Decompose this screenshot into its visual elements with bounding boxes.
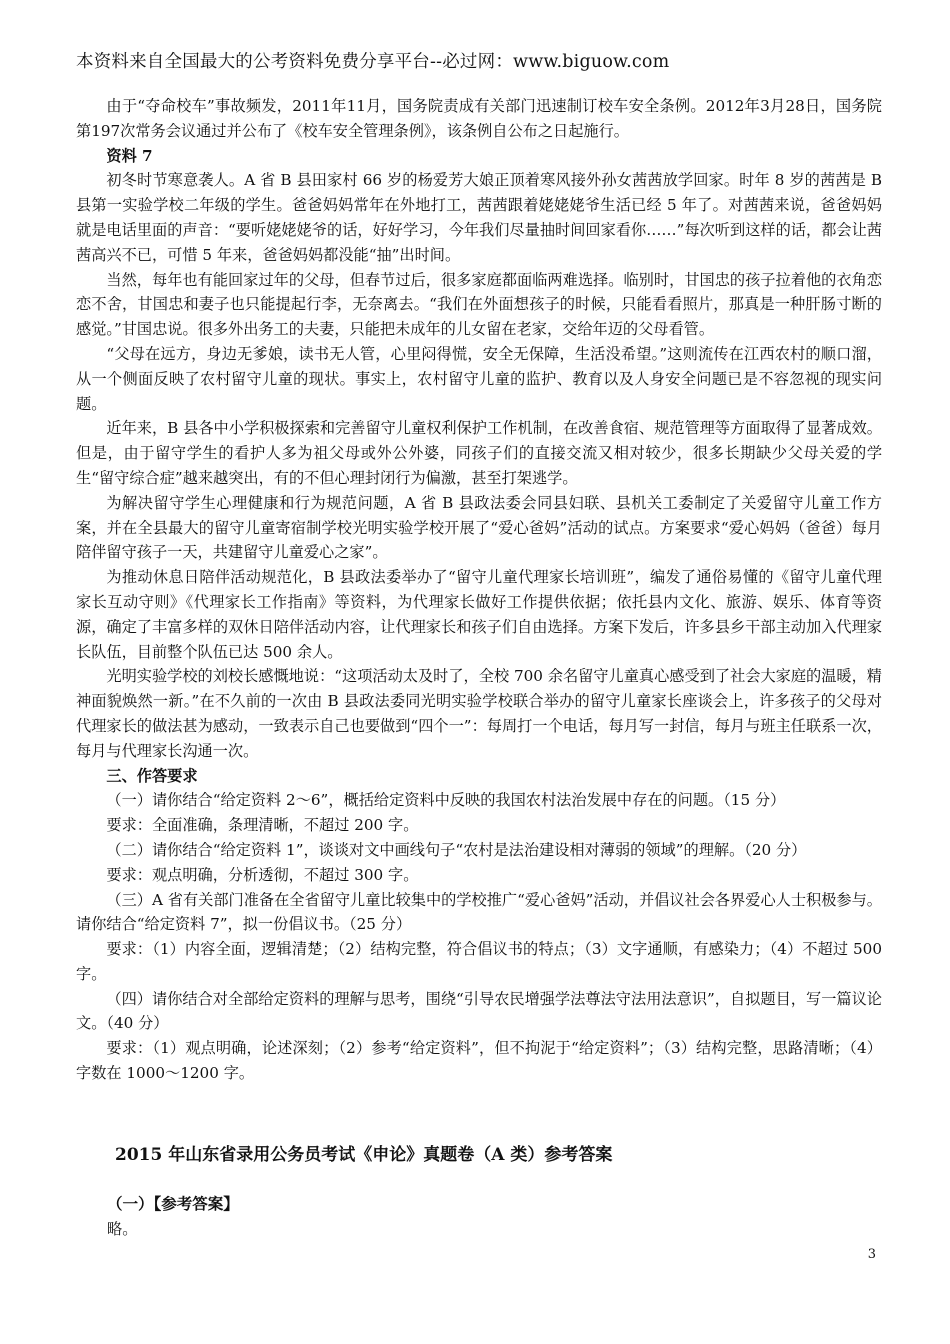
- paragraph-intro: 由于“夺命校车”事故频发，2011年11月，国务院责成有关部门迅速制订校车安全条例。2012年3月28日，国务院第197次常务会议通过并公布了《校车安全管理条例》，该条例自公布之日起施行。: [76, 97, 882, 140]
- paragraph: “父母在远方，身边无爹娘，读书无人管，心里闷得慌，安全无保障，生活没希望。”这则流传在江西农村的顺口溜，从一个侧面反映了农村留守儿童的现状。事实上，农村留守儿童的监护、教育以及人身安全问题已是不容忽视的现实问题。: [76, 344, 882, 413]
- answer-content: 略。: [107, 1220, 138, 1238]
- answer-title: 2015 年山东省录用公务员考试《申论》真题卷（A 类）参考答案: [115, 1145, 613, 1165]
- answer-subtitle: （一）【参考答案】: [107, 1194, 239, 1213]
- question-3: （三）A 省有关部门准备在全省留守儿童比较集中的学校推广“爱心爸妈”活动，并倡议社会各界爱心人士积极参与。请你结合“给定资料 7”，拟一份倡议书。（25 分）: [76, 890, 882, 934]
- question-2-requirement: 要求：观点明确，分析透彻，不超过 300 字。: [106, 865, 419, 884]
- question-3-requirement: 要求：（1）内容全面，逻辑清楚；（2）结构完整，符合倡议书的特点；（3）文字通顺，有感染力；（4）不超过 500 字。: [76, 940, 882, 983]
- question-1-requirement: 要求：全面准确，条理清晰，不超过 200 字。: [106, 816, 419, 835]
- paragraph: 光明实验学校的刘校长感慨地说：“这项活动太及时了，全校 700 余名留守儿童真心感受到了社会大家庭的温暖，精神面貌焕然一新。”在不久前的一次由 B 县政法委同光明实验学校联合举办的留守儿童家长座谈会上，许多孩子的父母对代理家长的做法甚为感动，一致表示自己也要做到“四个一”：每周打一个电话，每月写一封信，每月与班主任联系一次，每月与代理家长沟通一次。: [76, 667, 882, 760]
- paragraph: 为推动休息日陪伴活动规范化，B 县政法委举办了“留守儿童代理家长培训班”，编发了通俗易懂的《留守儿童代理家长互动守则》《代理家长工作指南》等资料，为代理家长做好工作提供依据；依托县内文化、旅游、娱乐、体育等资源，确定了丰富多样的双休日陪伴活动内容，让代理家长和孩子们自由选择。方案下发后，许多县乡干部主动加入代理家长队伍，目前整个队伍已达 500 余人。: [76, 568, 882, 661]
- section-title: 三、作答要求: [106, 766, 198, 785]
- source-header: 本资料来自全国最大的公考资料免费分享平台--必过网：www.biguow.com: [76, 52, 670, 72]
- paragraph: 初冬时节寒意袭人。A 省 B 县田家村 66 岁的杨爱芳大娘正顶着寒风接外孙女茜茜放学回家。时年 8 岁的茜茜是 B 县第一实验学校二年级的学生。爸爸妈妈常年在外地打工，茜茜跟着姥姥姥爷生活已经 5 年了。对茜茜来说，爸爸妈妈就是电话里面的声音：“要听姥姥姥爷的话，好好学习，今年我们尽量抽时间回家看你……”每次听到这样的话，都会让茜茜高兴不已，可惜 5 年来，爸爸妈妈都没能“抽”出时间。: [76, 171, 882, 264]
- paragraph: 当然，每年也有能回家过年的父母，但春节过后，很多家庭都面临两难选择。临别时，甘国忠的孩子拉着他的衣角恋恋不舍，甘国忠和妻子也只能提起行李，无奈离去。“我们在外面想孩子的时候，只能看看照片，那真是一种肝肠寸断的感觉。”甘国忠说。很多外出务工的夫妻，只能把未成年的儿女留在老家，交给年迈的父母看管。: [76, 270, 882, 339]
- paragraph: 为解决留守学生心理健康和行为规范问题，A 省 B 县政法委会同县妇联、县机关工委制定了关爱留守儿童工作方案，并在全县最大的留守儿童寄宿制学校光明实验学校开展了“爱心爸妈”活动的试点。方案要求“爱心妈妈（爸爸）每月陪伴留守孩子一天，共建留守儿童爱心之家”。: [76, 493, 882, 562]
- question-4-requirement: 要求：（1）观点明确，论述深刻；（2）参考“给定资料”，但不拘泥于“给定资料”；（3）结构完整，思路清晰；（4）字数在 1000～1200 字。: [76, 1039, 882, 1083]
- question-4: （四）请你结合对全部给定资料的理解与思考，围绕“引导农民增强学法尊法守法用法意识”，自拟题目，写一篇议论文。（40 分）: [76, 989, 882, 1033]
- material-7-title: 资料 7: [106, 146, 153, 165]
- paragraph: 近年来，B 县各中小学积极探索和完善留守儿童权利保护工作机制，在改善食宿、规范管理等方面取得了显著成效。但是，由于留守学生的看护人多为祖父母或外公外婆，同孩子们的直接交流又相对较少，很多长期缺少父母关爱的学生“留守综合症”越来越突出，有的不但心理封闭行为偏激，甚至打架逃学。: [76, 419, 882, 487]
- page-number: 3: [867, 1247, 876, 1262]
- question-2: （二）请你结合“给定资料 1”，谈谈对文中画线句子“农村是法治建设相对薄弱的领域”的理解。（20 分）: [106, 840, 807, 859]
- document-body: [76, 94, 882, 1086]
- question-1: （一）请你结合“给定资料 2～6”，概括给定资料中反映的我国农村法治发展中存在的问题。（15 分）: [106, 791, 786, 810]
